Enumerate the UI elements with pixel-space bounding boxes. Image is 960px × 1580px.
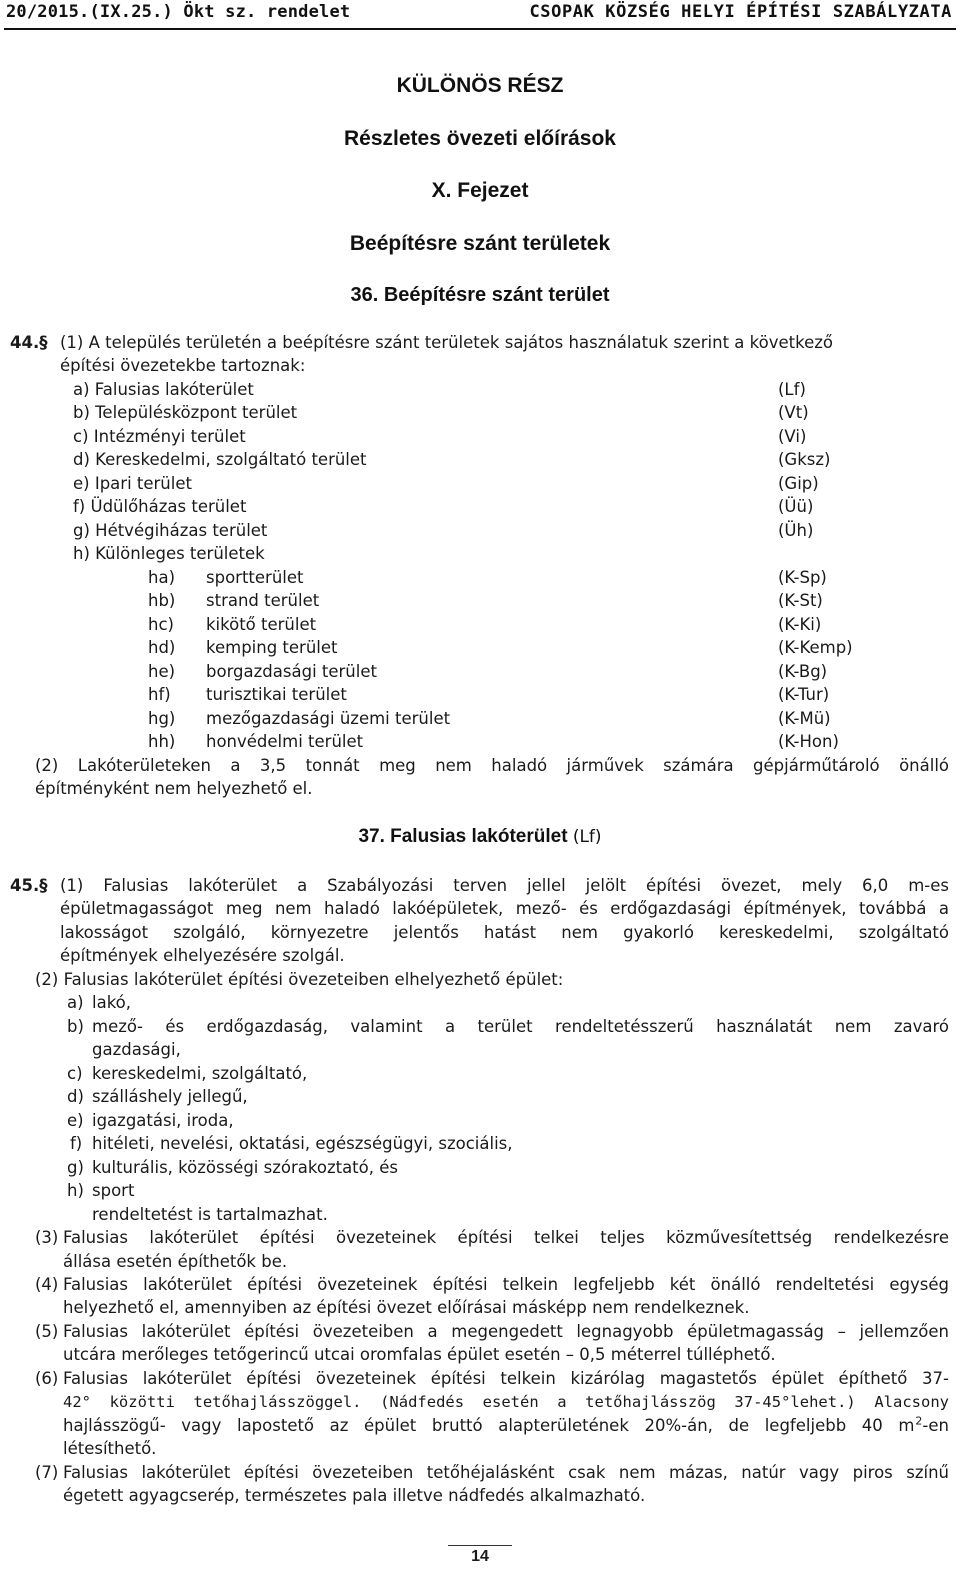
s45-p2-outro: rendeltetést is tartalmazhat. bbox=[92, 1205, 328, 1224]
header-right: CSOPAK KÖZSÉG HELYI ÉPÍTÉSI SZABÁLYZATA bbox=[529, 2, 952, 22]
subitem-key: ha) bbox=[148, 568, 176, 587]
s44-p1-line1: (1) A település területén a beépítésre szánt területek sajátos használatuk szerint a következő bbox=[60, 333, 833, 352]
subitem-key: hb) bbox=[148, 591, 176, 610]
s45-p3-line2: állása esetén építhetők be. bbox=[63, 1252, 288, 1271]
building-item-text: kereskedelmi, szolgáltató, bbox=[92, 1064, 308, 1083]
subitem-key: hh) bbox=[148, 732, 176, 751]
zone-item-label: e) Ipari terület bbox=[73, 474, 192, 493]
building-item-key: h) bbox=[67, 1181, 84, 1200]
subitem-code: (K-Kemp) bbox=[778, 638, 853, 657]
header-left: 20/2015.(IX.25.) Ökt sz. rendelet bbox=[6, 2, 351, 22]
subitem-label: strand terület bbox=[206, 591, 320, 610]
subitem-code: (K-Hon) bbox=[778, 732, 839, 751]
building-item-text: gazdasági, bbox=[92, 1040, 181, 1059]
building-item-text: lakó, bbox=[92, 993, 132, 1012]
zone-item-code: (Vi) bbox=[778, 427, 807, 446]
building-item-key: f) bbox=[70, 1134, 83, 1153]
building-item-key: g) bbox=[67, 1158, 84, 1177]
building-item-key: e) bbox=[67, 1111, 84, 1130]
s45-p7-number: (7) bbox=[35, 1463, 59, 1482]
subitem-code: (K-Bg) bbox=[778, 662, 828, 681]
s45-p1-line2: épületmagasságot meg nem haladó lakóépületek, mező- és erdőgazdasági építmények, továbbá a bbox=[60, 899, 949, 918]
subitem-label: kemping terület bbox=[206, 638, 338, 657]
s45-p7-line2: égetett agyagcserép, természetes pala illetve nádfedés alkalmazható. bbox=[63, 1486, 646, 1505]
subitem-label: honvédelmi terület bbox=[206, 732, 364, 751]
building-item-text: kulturális, közösségi szórakoztató, és bbox=[92, 1158, 398, 1177]
s45-p7-line1: Falusias lakóterület építési övezeteiben tetőhéjalásként csak nem mázas, natúr vagy piros színű bbox=[63, 1463, 949, 1482]
s45-p6-line3 bbox=[63, 1416, 949, 1436]
building-item-key: b) bbox=[67, 1017, 84, 1036]
subitem-key: hf) bbox=[148, 685, 171, 704]
building-item-text: sport bbox=[92, 1181, 135, 1200]
building-item-key: d) bbox=[67, 1087, 84, 1106]
subitem-key: he) bbox=[148, 662, 176, 681]
zone-item-label: a) Falusias lakóterület bbox=[73, 380, 254, 399]
s45-p6-number: (6) bbox=[35, 1369, 59, 1388]
subitem-code: (K-Mü) bbox=[778, 709, 831, 728]
section-37-heading: 37. Falusias lakóterület (Lf) bbox=[358, 826, 602, 847]
chapter-heading: X. Fejezet bbox=[431, 179, 529, 202]
section-36-heading: 36. Beépítésre szánt terület bbox=[350, 284, 610, 306]
part-heading: KÜLÖNÖS RÉSZ bbox=[396, 74, 564, 97]
subitem-key: hc) bbox=[148, 615, 174, 634]
subtitle-heading: Részletes övezeti előírások bbox=[344, 127, 616, 150]
superscript-two: 2 bbox=[915, 1414, 923, 1428]
s44-p2-line2: építményként nem helyezhető el. bbox=[35, 779, 313, 798]
zone-item-code: (Üh) bbox=[778, 521, 814, 540]
zone-item-code: (Üü) bbox=[778, 497, 814, 516]
s45-p6-line3-unit bbox=[915, 1416, 949, 1436]
s45-p6-line3-tail: -en bbox=[922, 1416, 949, 1435]
zone-item-code: (Vt) bbox=[778, 403, 809, 422]
zone-item-code: (Gip) bbox=[778, 474, 819, 493]
s45-p5-line2: utcára merőleges tetőgerincű utcai oromfalas épület esetén – 0,5 méterrel túlléphető. bbox=[63, 1345, 776, 1364]
building-item-text: igazgatási, iroda, bbox=[92, 1111, 234, 1130]
footer-rule bbox=[448, 1545, 512, 1546]
chapter-title: Beépítésre szánt területek bbox=[349, 232, 611, 255]
s44-p2-line1: (2) Lakóterületeken a 3,5 tonnát meg nem haladó járművek számára gépjárműtároló önálló bbox=[35, 756, 949, 775]
building-item-key: a) bbox=[67, 993, 84, 1012]
s45-p6-line1: Falusias lakóterület építési övezeteinek építési telkein kizárólag magastetős épület építhető 37- bbox=[63, 1369, 949, 1388]
s45-p1-line3: lakosságot szolgáló, környezetre jelentős hatást nem gyakorló kereskedelmi, szolgáltató bbox=[60, 923, 949, 942]
subitem-label: sportterület bbox=[206, 568, 304, 587]
zone-item-label: c) Intézményi terület bbox=[73, 427, 246, 446]
subitem-code: (K-Ki) bbox=[778, 615, 822, 634]
s45-p5-line1: Falusias lakóterület építési övezeteiben a megengedett legnagyobb épületmagasság – jellemzően bbox=[63, 1322, 949, 1341]
s45-p1-line4: építmények elhelyezésére szolgál. bbox=[60, 946, 345, 965]
zone-item-label: f) Üdülőházas terület bbox=[73, 497, 247, 516]
subitem-key: hd) bbox=[148, 638, 176, 657]
s45-p6-line2: 42° közötti tetőhajlásszöggel. (Nádfedés esetén a tetőhajlásszög 37-45°lehet.) Alacsony bbox=[63, 1393, 949, 1411]
s45-p3-number: (3) bbox=[35, 1228, 59, 1247]
zone-item-label: d) Kereskedelmi, szolgáltató terület bbox=[73, 450, 367, 469]
s45-p1-line1: (1) Falusias lakóterület a Szabályozási terven jellel jelölt építési övezet, mely 6,0 m-es bbox=[60, 876, 949, 895]
s44-p1-line2: építési övezetekbe tartoznak: bbox=[60, 356, 306, 375]
building-item-text: hitéleti, nevelési, oktatási, egészségügyi, szociális, bbox=[92, 1134, 513, 1153]
s45-p5-number: (5) bbox=[35, 1322, 59, 1341]
s45-p6-line3-text: hajlásszögű- vagy lapostető az épület bruttó alapterületének 20%-án, de legfeljebb 40 m bbox=[63, 1416, 915, 1435]
subitem-label: kikötő terület bbox=[206, 615, 317, 634]
building-item-key: c) bbox=[67, 1064, 83, 1083]
s45-p2-intro: (2) Falusias lakóterület építési övezeteiben elhelyezhető épület: bbox=[35, 970, 564, 989]
zone-item-code: (Gksz) bbox=[778, 450, 831, 469]
building-item-text: szálláshely jellegű, bbox=[92, 1087, 248, 1106]
subitem-label: mezőgazdasági üzemi terület bbox=[206, 709, 451, 728]
zone-item-label: g) Hétvégiházas terület bbox=[73, 521, 268, 540]
header-rule bbox=[4, 28, 956, 30]
section-45-number: 45.§ bbox=[10, 876, 48, 895]
subitem-label: borgazdasági terület bbox=[206, 662, 377, 681]
s45-p3-line1: Falusias lakóterület építési övezeteinek építési telkei teljes közművesítettség rendelkezésre bbox=[63, 1228, 949, 1247]
building-item-text: mező- és erdőgazdaság, valamint a terület rendeltetésszerű használatát nem zavaró bbox=[92, 1017, 949, 1036]
zone-item-label: b) Településközpont terület bbox=[73, 403, 298, 422]
subitem-code: (K-Tur) bbox=[778, 685, 830, 704]
s45-p6-line4: létesíthető. bbox=[63, 1439, 157, 1458]
zone-item-code: (Lf) bbox=[778, 380, 806, 399]
subitem-label: turisztikai terület bbox=[206, 685, 347, 704]
zone-item-label: h) Különleges területek bbox=[73, 544, 265, 563]
subitem-code: (K-St) bbox=[778, 591, 823, 610]
s45-p4-line2: helyezhető el, amennyiben az építési övezet előírásai másképp nem rendelkeznek. bbox=[63, 1298, 750, 1317]
subitem-key: hg) bbox=[148, 709, 176, 728]
section-37-code: (Lf) bbox=[572, 827, 602, 847]
s45-p4-line1: Falusias lakóterület építési övezeteinek építési telkein legfeljebb két önálló rendeltetési egység bbox=[63, 1275, 949, 1294]
subitem-code: (K-Sp) bbox=[778, 568, 827, 587]
page-number: 14 bbox=[471, 1548, 489, 1565]
section-44-number: 44.§ bbox=[10, 333, 48, 352]
s45-p4-number: (4) bbox=[35, 1275, 59, 1294]
